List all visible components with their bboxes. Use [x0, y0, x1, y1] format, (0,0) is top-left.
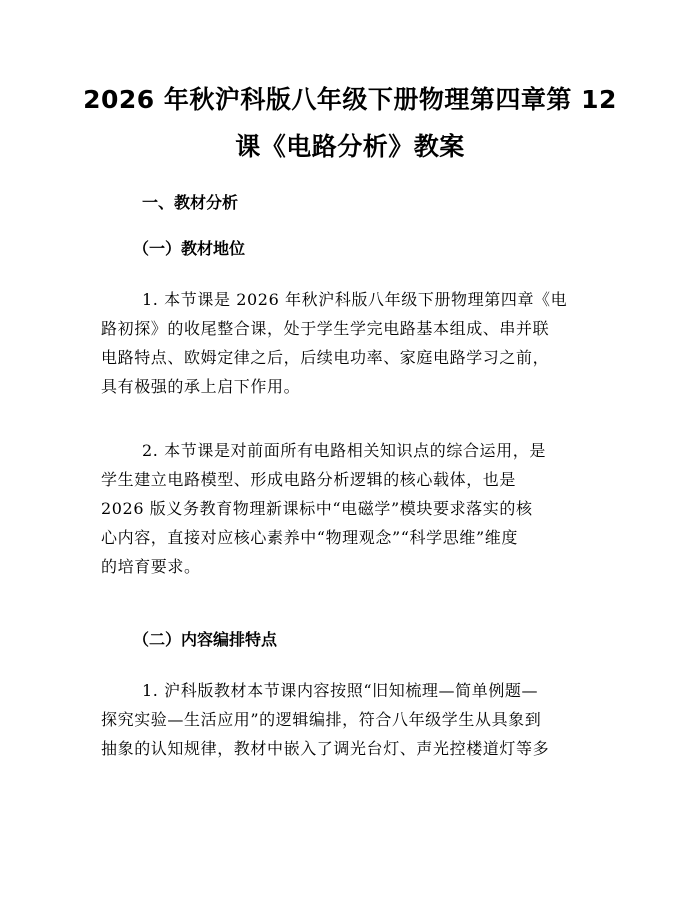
paragraph-line: 学生建立电路模型、形成电路分析逻辑的核心载体，也是: [101, 470, 517, 489]
paragraph-line: 的培育要求。: [101, 557, 201, 576]
paragraph-line: 电路特点、欧姆定律之后，后续电功率、家庭电路学习之前，: [101, 348, 550, 367]
subsection-heading-content-arrangement: （二）内容编排特点: [133, 630, 278, 649]
paragraph-line: 心内容，直接对应核心素养中“物理观念”“科学思维”维度: [101, 528, 518, 547]
document-title-line-1: 2026 年秋沪科版八年级下册物理第四章第 12: [83, 85, 617, 114]
paragraph-line: 1. 本节课是 2026 年秋沪科版八年级下册物理第四章《电: [142, 290, 568, 309]
paragraph-line: 2026 版义务教育物理新课标中“电磁学”模块要求落实的核: [101, 499, 533, 518]
paragraph-line: 路初探》的收尾整合课，处于学生学完电路基本组成、串并联: [101, 319, 550, 338]
paragraph-line: 1. 沪科版教材本节课内容按照“旧知梳理—简单例题—: [142, 681, 539, 700]
paragraph-3: [101, 676, 601, 763]
subsection-heading-textbook-position: （一）教材地位: [133, 239, 246, 258]
paragraph-line: 探究实验—生活应用”的逻辑编排，符合八年级学生从具象到: [101, 710, 542, 729]
document-title-line-2: 课《电路分析》教案: [235, 132, 465, 161]
paragraph-line: 2. 本节课是对前面所有电路相关知识点的综合运用，是: [142, 441, 546, 460]
paragraph-2: [101, 436, 601, 581]
section-heading-textbook-analysis: 一、教材分析: [142, 193, 239, 212]
paragraph-line: 具有极强的承上启下作用。: [101, 377, 301, 396]
paragraph-line: 抽象的认知规律，教材中嵌入了调光台灯、声光控楼道灯等多: [101, 739, 550, 758]
paragraph-1: [101, 285, 601, 401]
